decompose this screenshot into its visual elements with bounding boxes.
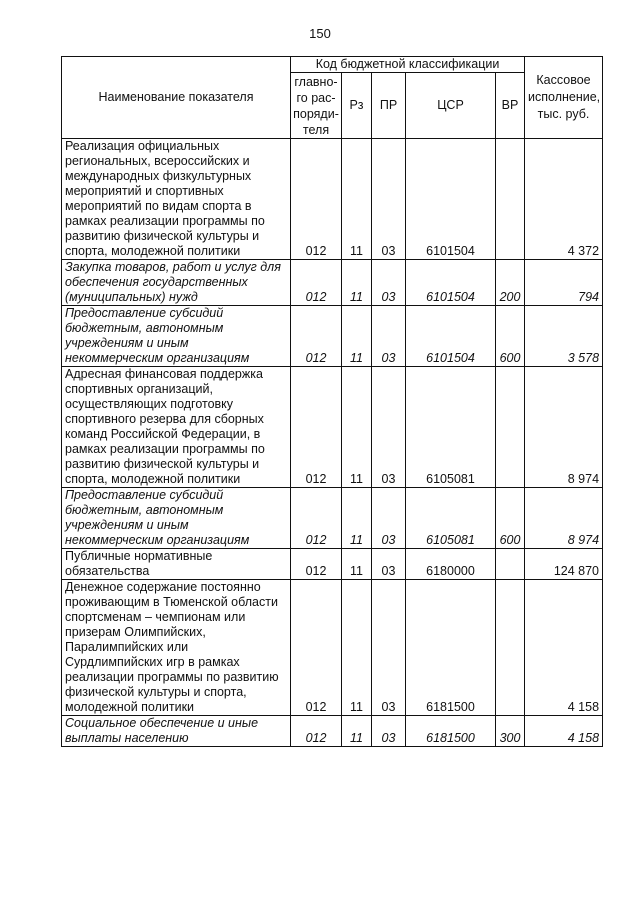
cell-csr: 6101504	[406, 139, 496, 260]
table-row	[62, 139, 603, 260]
table-row	[62, 367, 603, 488]
cell-name: Предоставление субсидий бюджетным, автономным учреждениям и иным некоммерческим организациям	[62, 306, 291, 367]
cell-name: Денежное содержание постоянно проживающим в Тюменской области спортсменам – чемпионам или призерам Олимпийских, Паралимпийских или Сурдлимпийских игр в рамках реализации программы по развитию физической культуры и спорта, молодежной политики	[62, 580, 291, 716]
cell-vr: 600	[496, 488, 525, 549]
cell-pr: 03	[372, 488, 406, 549]
cell-csr: 6101504	[406, 260, 496, 306]
header-pr: ПР	[372, 73, 406, 139]
header-rz: Рз	[342, 73, 372, 139]
cell-pr: 03	[372, 716, 406, 747]
header-code-group: Код бюджетной классификации	[291, 57, 525, 73]
cell-sum: 4 372	[525, 139, 603, 260]
cell-rz: 11	[342, 580, 372, 716]
cell-sum: 124 870	[525, 549, 603, 580]
cell-grbs: 012	[291, 139, 342, 260]
header-sum: Кассовое исполнение, тыс. руб.	[525, 57, 603, 139]
cell-csr: 6105081	[406, 367, 496, 488]
cell-rz: 11	[342, 139, 372, 260]
cell-vr	[496, 549, 525, 580]
cell-sum: 8 974	[525, 488, 603, 549]
cell-name: Предоставление субсидий бюджетным, автономным учреждениям и иным некоммерческим организациям	[62, 488, 291, 549]
cell-rz: 11	[342, 367, 372, 488]
cell-grbs: 012	[291, 260, 342, 306]
cell-rz: 11	[342, 716, 372, 747]
cell-grbs: 012	[291, 580, 342, 716]
header-name: Наименование показателя	[62, 57, 291, 139]
cell-grbs: 012	[291, 367, 342, 488]
cell-pr: 03	[372, 306, 406, 367]
cell-name: Адресная финансовая поддержка спортивных организаций, осуществляющих подготовку спортивного резерва для сборных команд Российской Федерации, в рамках реализации программы по развитию физической культуры и спорта, молодежной политики	[62, 367, 291, 488]
cell-sum: 8 974	[525, 367, 603, 488]
cell-csr: 6105081	[406, 488, 496, 549]
header-vr: ВР	[496, 73, 525, 139]
cell-pr: 03	[372, 260, 406, 306]
cell-csr: 6180000	[406, 549, 496, 580]
header-grbs: главно-го рас-поряди-теля	[291, 73, 342, 139]
cell-vr	[496, 367, 525, 488]
cell-rz: 11	[342, 306, 372, 367]
cell-name: Публичные нормативные обязательства	[62, 549, 291, 580]
cell-vr: 600	[496, 306, 525, 367]
cell-grbs: 012	[291, 716, 342, 747]
cell-csr: 6101504	[406, 306, 496, 367]
cell-vr	[496, 580, 525, 716]
cell-pr: 03	[372, 549, 406, 580]
header-csr: ЦСР	[406, 73, 496, 139]
table-body	[62, 139, 603, 747]
cell-grbs: 012	[291, 549, 342, 580]
cell-pr: 03	[372, 139, 406, 260]
cell-name: Социальное обеспечение и иные выплаты населению	[62, 716, 291, 747]
budget-table	[61, 56, 603, 747]
cell-name: Закупка товаров, работ и услуг для обеспечения государственных (муниципальных) нужд	[62, 260, 291, 306]
cell-csr: 6181500	[406, 580, 496, 716]
cell-rz: 11	[342, 260, 372, 306]
cell-vr: 200	[496, 260, 525, 306]
cell-grbs: 012	[291, 306, 342, 367]
cell-rz: 11	[342, 488, 372, 549]
table-row	[62, 549, 603, 580]
cell-sum: 4 158	[525, 580, 603, 716]
cell-csr: 6181500	[406, 716, 496, 747]
cell-sum: 794	[525, 260, 603, 306]
cell-vr: 300	[496, 716, 525, 747]
cell-sum: 3 578	[525, 306, 603, 367]
cell-sum: 4 158	[525, 716, 603, 747]
table-row	[62, 260, 603, 306]
table-row	[62, 716, 603, 747]
cell-vr	[496, 139, 525, 260]
table-row	[62, 580, 603, 716]
table-row	[62, 488, 603, 549]
page-number: 150	[309, 26, 331, 41]
cell-grbs: 012	[291, 488, 342, 549]
cell-pr: 03	[372, 367, 406, 488]
table-row	[62, 306, 603, 367]
cell-pr: 03	[372, 580, 406, 716]
cell-rz: 11	[342, 549, 372, 580]
cell-name: Реализация официальных региональных, всероссийских и международных физкультурных мероприятий и спортивных мероприятий по видам спорта в рамках реализации программы по развитию физической культуры и спорта, молодежной политики	[62, 139, 291, 260]
